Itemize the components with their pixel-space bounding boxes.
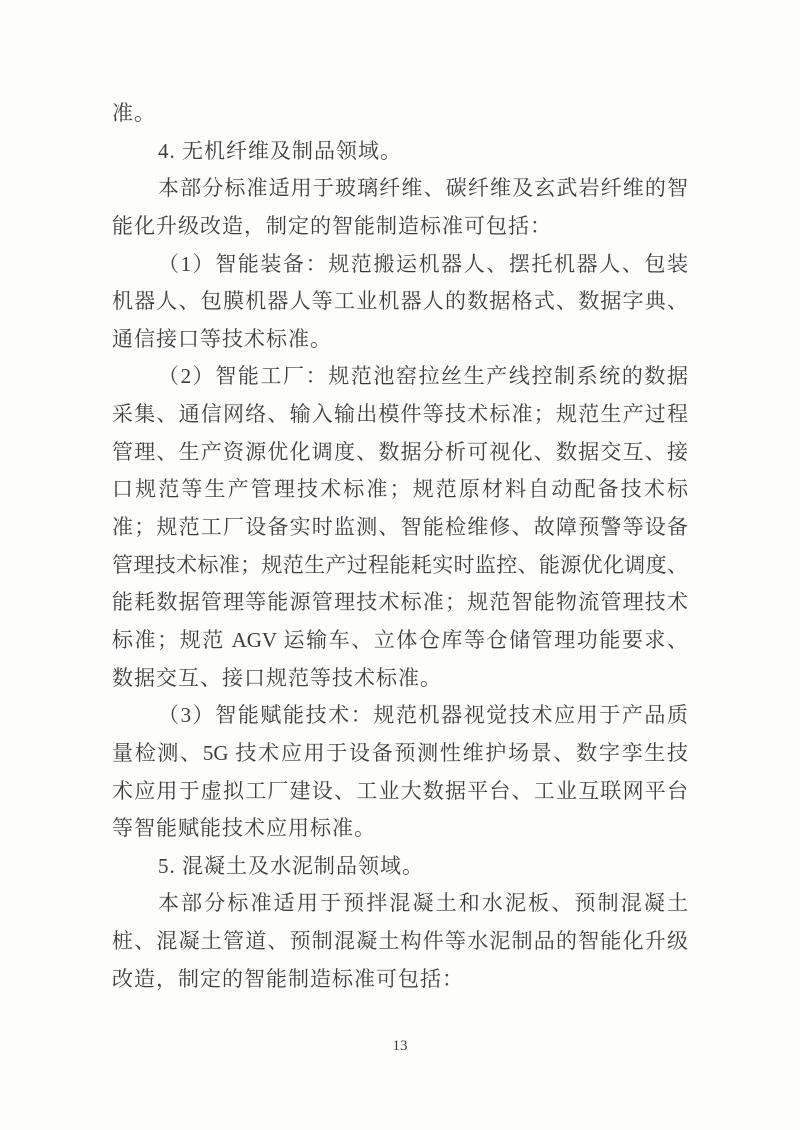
body-line-18: 量检测、5G 技术应用于设备预测性维护场景、数字孪生技 <box>112 740 688 765</box>
page-number: 13 <box>392 1038 408 1054</box>
body-line-9: 采集、通信网络、输入输出模件等技术标准；规范生产过程 <box>112 402 688 427</box>
body-line-14: 能耗数据管理等能源管理技术标准；规范智能物流管理技术 <box>112 590 688 615</box>
body-line-24: 改造，制定的智能制造标准可包括： <box>112 966 464 991</box>
body-line-23: 桩、混凝土管道、预制混凝土构件等水泥制品的智能化升级 <box>112 929 688 954</box>
body-line-4: 能化升级改造，制定的智能制造标准可包括： <box>112 213 552 238</box>
body-line-12: 准；规范工厂设备实时监测、智能检维修、故障预警等设备 <box>112 515 688 540</box>
body-line-3: 本部分标准适用于玻璃纤维、碳纤维及玄武岩纤维的智 <box>158 176 688 201</box>
body-line-13: 管理技术标准；规范生产过程能耗实时监控、能源优化调度、 <box>112 552 688 577</box>
body-line-15: 标准；规范 AGV 运输车、立体仓库等仓储管理功能要求、 <box>112 627 688 652</box>
body-line-8: （2）智能工厂：规范池窑拉丝生产线控制系统的数据 <box>158 364 688 389</box>
body-line-5: （1）智能装备：规范搬运机器人、摆托机器人、包装 <box>158 251 688 276</box>
body-line-10: 管理、生产资源优化调度、数据分析可视化、数据交互、接 <box>112 439 688 464</box>
body-line-7: 通信接口等技术标准。 <box>112 326 332 351</box>
body-line-16: 数据交互、接口规范等技术标准。 <box>112 665 442 690</box>
document-body <box>112 95 688 998</box>
body-line-19: 术应用于虚拟工厂建设、工业大数据平台、工业互联网平台 <box>112 778 688 803</box>
body-line-2: 4. 无机纤维及制品领域。 <box>158 138 402 163</box>
body-line-17: （3）智能赋能技术：规范机器视觉技术应用于产品质 <box>158 703 688 728</box>
body-line-1: 准。 <box>112 101 156 125</box>
body-line-22: 本部分标准适用于预拌混凝土和水泥板、预制混凝土 <box>158 891 688 916</box>
body-line-6: 机器人、包膜机器人等工业机器人的数据格式、数据字典、 <box>112 289 688 314</box>
body-line-11: 口规范等生产管理技术标准；规范原材料自动配备技术标 <box>112 477 688 502</box>
body-line-21: 5. 混凝土及水泥制品领域。 <box>158 853 424 878</box>
body-line-20: 等智能赋能技术应用标准。 <box>112 816 376 841</box>
